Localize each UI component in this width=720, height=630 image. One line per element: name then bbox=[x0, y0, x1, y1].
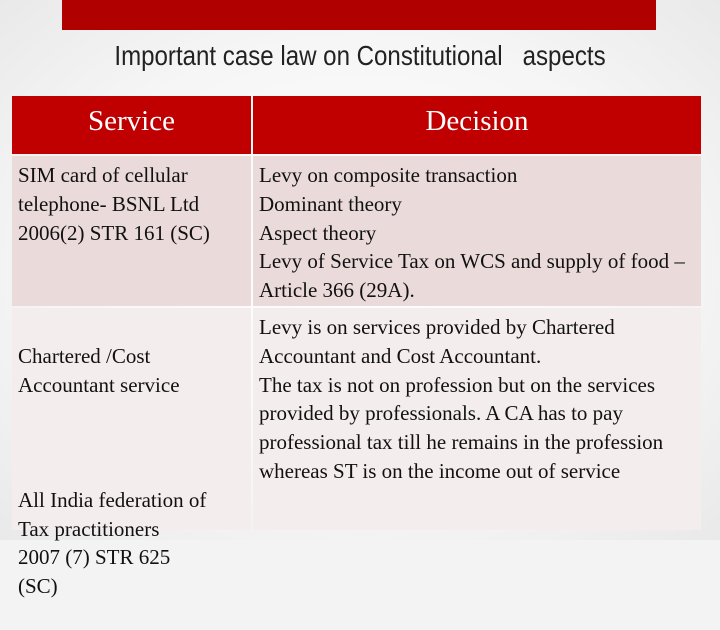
slide-title: Important case law on Constitutional aspects bbox=[114, 40, 606, 71]
header-service: Service bbox=[12, 96, 251, 154]
row2-service-cell bbox=[12, 308, 251, 599]
row2-service-a: Chartered /Cost Accountant service bbox=[18, 343, 180, 397]
case-law-table bbox=[12, 96, 701, 599]
top-accent-bar bbox=[62, 0, 656, 30]
header-decision: Decision bbox=[253, 96, 701, 154]
row2-decision-cell: Levy is on services provided by Chartered Accountant and Cost Accountant. The tax is not on profession but on the services provided by professionals. A CA has to pay professional tax till he remains in the profession whereas ST is on the income out of service bbox=[253, 308, 701, 530]
row2-service-b: All India federation of Tax practitioners 2007 (7) STR 625 (SC) bbox=[18, 487, 207, 599]
row1-decision-cell: Levy on composite transaction Dominant theory Aspect theory Levy of Service Tax on WCS and supply of food – Article 366 (29A). bbox=[253, 156, 701, 306]
row1-service-cell: SIM card of cellular telephone- BSNL Ltd 2006(2) STR 161 (SC) bbox=[12, 156, 251, 306]
row2-spacer bbox=[18, 428, 245, 457]
